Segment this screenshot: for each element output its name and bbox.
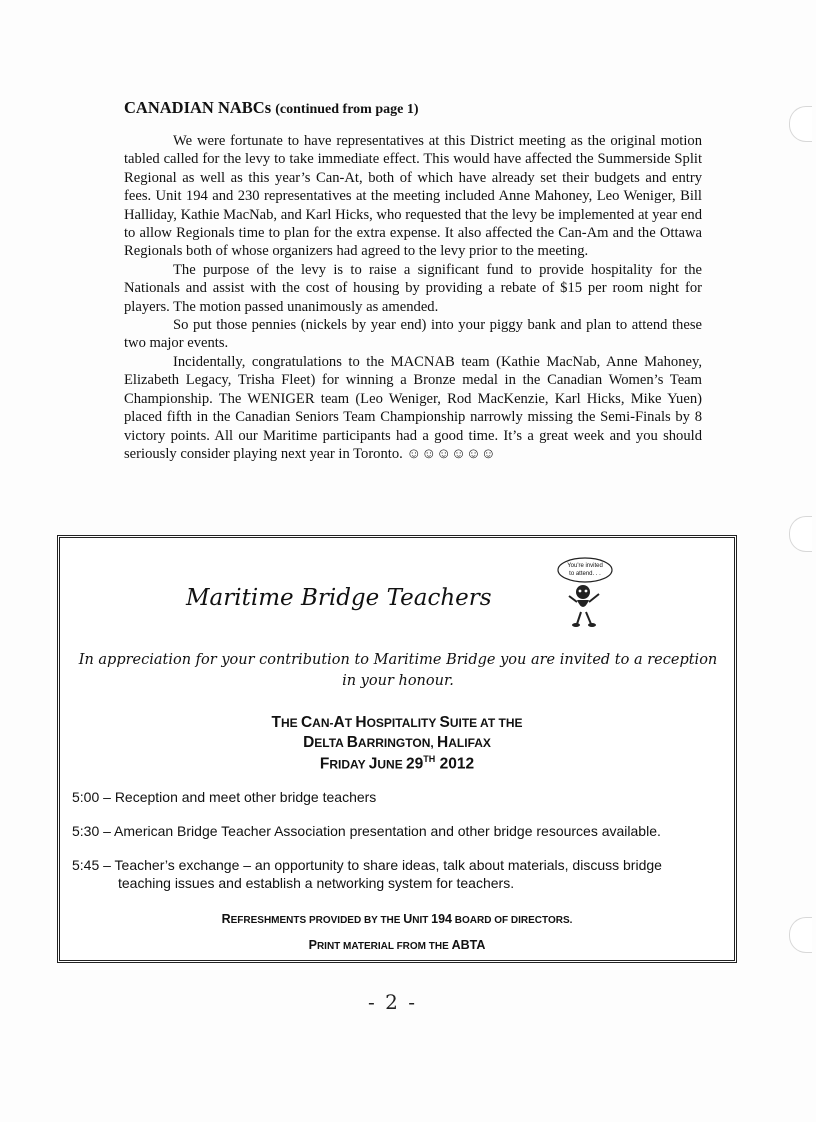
schedule-item: 5:30 – American Bridge Teacher Association presentation and other bridge resources available. bbox=[72, 823, 661, 839]
invitation-title: Maritime Bridge Teachers bbox=[186, 585, 492, 611]
punch-hole bbox=[789, 917, 812, 953]
invitation-box bbox=[57, 535, 737, 963]
article-paragraph: The purpose of the levy is to raise a significant fund to provide hospitality for the Nationals and assist with the cost of housing by providing a rebate of $15 per room night for players. The motion passed unanimously as amended. bbox=[124, 261, 702, 315]
schedule-item: 5:45 – Teacher’s exchange – an opportunity to share ideas, talk about materials, discuss bridge teaching issues and establish a networking system for teachers. bbox=[72, 857, 662, 891]
punch-hole bbox=[789, 516, 812, 552]
page-number: - 2 - bbox=[368, 990, 417, 1014]
svg-text:You're invited: You're invited bbox=[567, 563, 603, 569]
article-paragraph: We were fortunate to have representatives at this District meeting as the original motion tabled called for the levy to take immediate effect. This would have affected the Summerside Split Regional as well as this year’s Can-At, both of which have already set their budgets and entry fees. Unit 194 and 230 representatives at the meeting included Anne Mahoney, Leo Weniger, Bill Halliday, Kathie MacNab, and Karl Hicks, who requested that the levy be implemented at year end to allow Regionals time to plan for the extra expense. It also affected the Can-Am and the Ottawa Regionals both of whose organizers had agreed to the levy prior to the meeting. bbox=[124, 133, 702, 260]
schedule-item: 5:00 – Reception and meet other bridge teachers bbox=[72, 789, 377, 805]
article-paragraph: So put those pennies (nickels by year end) into your piggy bank and plan to attend these two major events. bbox=[124, 317, 702, 352]
appreciation-text: In appreciation for your contribution to Maritime Bridge you are invited to a reception in your honour. bbox=[78, 652, 718, 689]
refreshments-note: REFRESHMENTS PROVIDED BY THE UNIT 194 BOARD OF DIRECTORS. bbox=[221, 912, 573, 926]
article-paragraph: Incidentally, congratulations to the MACNAB team (Kathie MacNab, Anne Mahoney, Elizabeth Legacy, Trisha Fleet) for winning a Bronze medal in the Canadian Women’s Team Championship. The WENIGER team (Leo Weniger, Rod MacKenzie, Karl Hicks, Mike Yuen) placed fifth in the Canadian Seniors Team Championship narrowly missing the Semi-Finals by 8 victory points. All our Maritime participants had a good time. It’s a great week and you should seriously consider playing next year in Toronto. ☺☺☺☺☺☺ bbox=[124, 353, 702, 462]
mascot-image bbox=[555, 556, 615, 628]
article-body bbox=[124, 132, 702, 463]
svg-text:to attend. . .: to attend. . . bbox=[569, 571, 601, 577]
venue-line-1: THE CAN-AT HOSPITALITY SUITE AT THE bbox=[271, 714, 523, 731]
venue-date: FRIDAY JUNE 29TH 2012 bbox=[319, 754, 475, 773]
venue-line-2: DELTA BARRINGTON, HALIFAX bbox=[303, 734, 491, 751]
print-material-note: PRINT MATERIAL FROM THE ABTA bbox=[308, 938, 486, 952]
article-heading bbox=[124, 98, 419, 118]
heading-continued-note: (continued from page 1) bbox=[275, 102, 419, 117]
punch-hole bbox=[789, 106, 812, 142]
heading-title: CANADIAN NABCs bbox=[124, 98, 272, 117]
